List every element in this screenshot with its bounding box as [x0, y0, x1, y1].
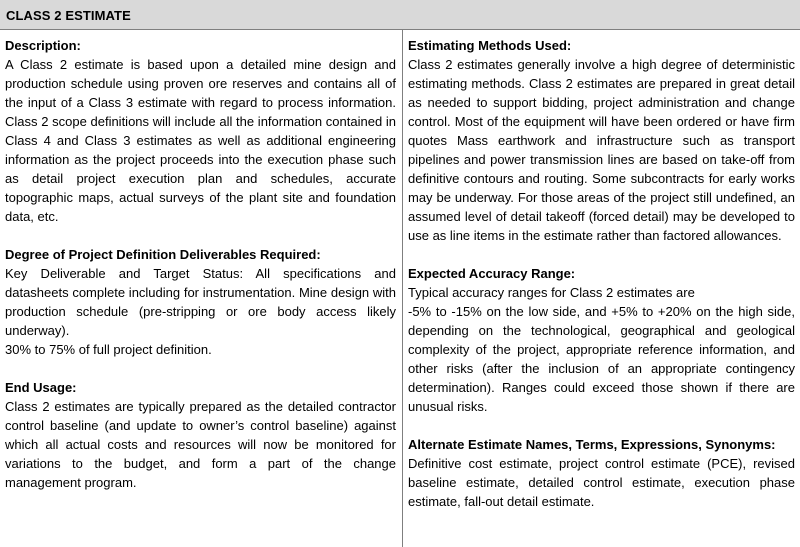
methods-section — [408, 36, 795, 245]
right-column — [408, 36, 795, 530]
left-column — [5, 36, 396, 511]
column-divider — [402, 30, 403, 547]
accuracy-intro-text: Typical accuracy ranges for Class 2 estimates are — [408, 285, 695, 300]
table-header — [0, 0, 800, 30]
description-section — [5, 36, 396, 226]
accuracy-section — [408, 264, 795, 416]
alternate-names-section — [408, 435, 795, 511]
methods-text: Class 2 estimates generally involve a high degree of deterministic estimating methods. Class 2 estimates are prepared in great detail as needed to support bidding, project administration and change control. Most of the equipment will have been ordered or have firm quotes Mass earthwork and infrastructure such as transport pipelines and power transmission lines are based on take-off from definitive contours and routing. Some subcontracts for early works may be underway. For those areas of the project still undefined, an assumed level of detail takeoff (forced detail) may be developed to use as line items in the estimate rather than factored allowances. — [408, 57, 795, 243]
description-text: A Class 2 estimate is based upon a detailed mine design and production schedule using proven ore reserves and contains all of the input of a Class 3 estimate with regard to process information. Class 2 scope definitions will include all the information contained in Class 4 and Class 3 estimates as well as additional engineering information as the project proceeds into the execution phase such as detail project execution plan and schedules, accurate topographic maps, actual surveys of the plant site and foundation data, etc. — [5, 57, 396, 224]
accuracy-range-text: -5% to -15% on the low side, and +5% to +20% on the high side, depending on the technological, geographical and geological complexity of the project, appropriate reference information, and other risks (after the inclusion of an appropriate contingency determination). Ranges could exceed those shown if there are unusual risks. — [408, 304, 795, 414]
project-definition-range: 30% to 75% of full project definition. — [5, 342, 212, 357]
deliverables-heading: Degree of Project Definition Deliverables Required: — [5, 247, 321, 262]
deliverables-text: Key Deliverable and Target Status: All specifications and datasheets complete including for instrumentation. Mine design with production schedule (pre-stripping or ore body access likely underway). — [5, 266, 396, 338]
methods-heading: Estimating Methods Used: — [408, 38, 572, 53]
accuracy-heading: Expected Accuracy Range: — [408, 266, 576, 281]
end-usage-heading: End Usage: — [5, 380, 77, 395]
deliverables-body — [5, 264, 396, 359]
table-title: CLASS 2 ESTIMATE — [6, 8, 131, 23]
alternate-names-text: Definitive cost estimate, project control estimate (PCE), revised baseline estimate, detailed control estimate, execution phase estimate, fall-out detail estimate. — [408, 456, 795, 509]
alternate-names-heading: Alternate Estimate Names, Terms, Expressions, Synonyms: — [408, 437, 776, 452]
description-heading: Description: — [5, 38, 81, 53]
end-usage-section — [5, 378, 396, 492]
accuracy-body — [408, 283, 795, 416]
deliverables-section — [5, 245, 396, 359]
end-usage-text: Class 2 estimates are typically prepared as the detailed contractor control baseline (and update to owner’s control baseline) against which all actual costs and resources will now be monitored for variations to the budget, and form a part of the change management program. — [5, 399, 396, 490]
